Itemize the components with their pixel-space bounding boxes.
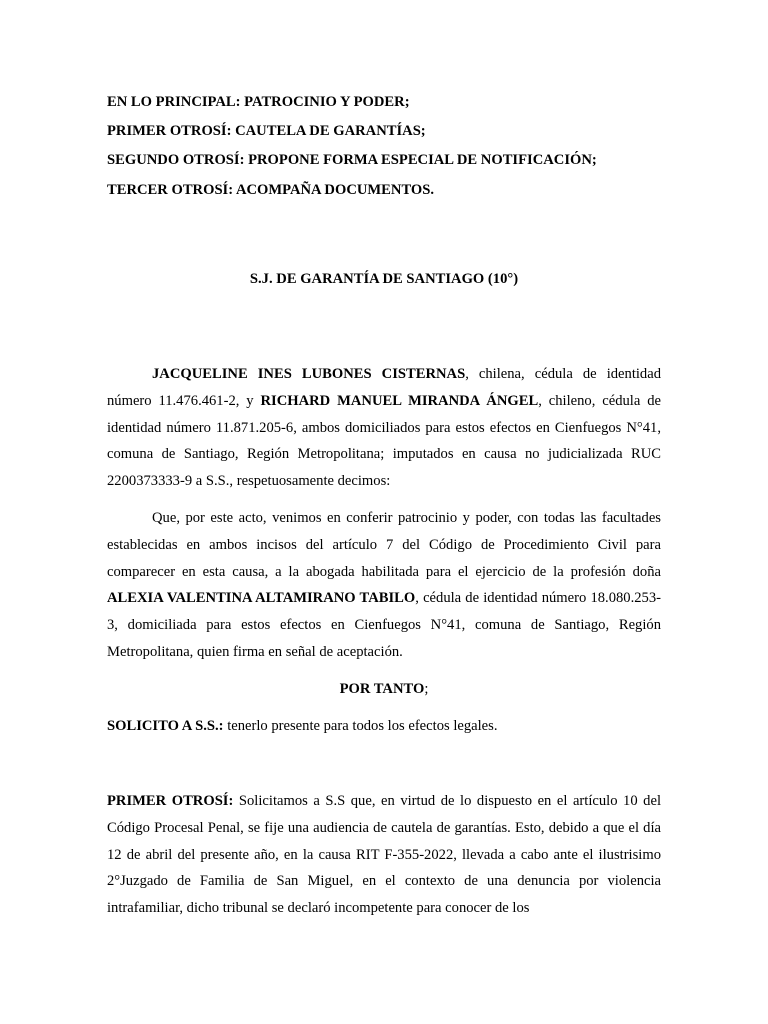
header-primer-otrosi: PRIMER OTROSÍ: CAUTELA DE GARANTÍAS;: [107, 123, 426, 139]
por-tanto-label: POR TANTO: [339, 681, 425, 697]
patrocinio-text-2: , cédula de identidad número 18.080.253-3, domiciliada para estos efectos en Cienfuegos N°41, comuna de Santiago, Región Metropolitana, quien firma en señal de aceptación.: [107, 590, 661, 660]
solicito-paragraph: [107, 713, 661, 740]
primer-otrosi-label: PRIMER OTROSÍ:: [107, 793, 234, 809]
court-title: S.J. DE GARANTÍA DE SANTIAGO (10°): [249, 271, 519, 287]
imputado-1-name: JACQUELINE INES LUBONES CISTERNAS: [152, 366, 466, 382]
primer-otrosi-paragraph: [107, 788, 661, 922]
por-tanto-suffix: ;: [424, 681, 429, 697]
intro-text-2: , chileno, cédula de identidad número 11.871.205-6, ambos domiciliados para estos efectos en Cienfuegos N°41, comuna de Santiago, Región Metropolitana; imputados en causa no judicializada RUC 2200373333-9 a S.S., respetuosamente decimos:: [107, 392, 661, 490]
patrocinio-paragraph: [107, 505, 661, 666]
solicito-text: tenerlo presente para todos los efectos legales.: [223, 718, 498, 734]
solicito-label: SOLICITO A S.S.:: [107, 718, 224, 734]
primer-otrosi-text: Solicitamos a S.S que, en virtud de lo dispuesto en el artículo 10 del Código Procesal Penal, se fije una audiencia de cautela de garantías. Esto, debido a que el día 12 de abril del presente año, en la causa RIT F-355-2022, llevada a cabo ante el ilustrisimo 2°Juzgado de Familia de San Miguel, en el contexto de una denuncia por violencia intrafamiliar, dicho tribunal se declaró incompetente para conocer de los: [107, 793, 662, 917]
header-segundo-otrosi: SEGUNDO OTROSÍ: PROPONE FORMA ESPECIAL DE NOTIFICACIÓN;: [107, 152, 597, 168]
abogada-name: ALEXIA VALENTINA ALTAMIRANO TABILO: [107, 590, 416, 607]
header-principal: EN LO PRINCIPAL: PATROCINIO Y PODER;: [107, 94, 410, 110]
imputado-2-name: RICHARD MANUEL MIRANDA ÁNGEL: [260, 392, 539, 409]
intro-paragraph: [107, 361, 661, 495]
patrocinio-text-1: Que, por este acto, venimos en conferir patrocinio y poder, con todas las facultades establecidas en ambos incisos del artículo 7 del Código de Procedimiento Civil para comparecer en esta causa, a la abogada habilitada para el ejercicio de la profesión doña: [107, 510, 661, 580]
por-tanto: [107, 676, 661, 703]
header-tercer-otrosi: TERCER OTROSÍ: ACOMPAÑA DOCUMENTOS.: [107, 182, 435, 198]
intro-text-1: , chilena, cédula de identidad número 11.476.461-2, y: [107, 366, 662, 409]
